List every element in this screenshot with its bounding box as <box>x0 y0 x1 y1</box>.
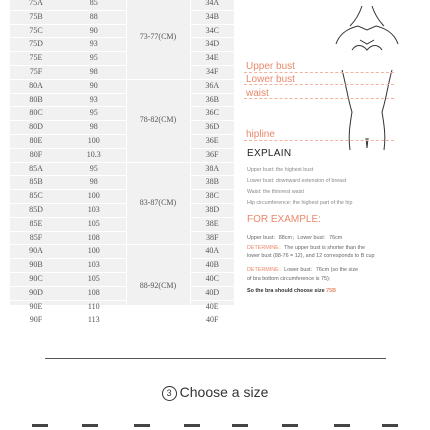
determine-1a: The upper bust is shorter than the <box>284 245 366 251</box>
conclusion-size: 75B <box>326 288 336 294</box>
cell-upper-bust: 103 <box>62 203 126 217</box>
explain-key: Hip circumference <box>247 200 290 206</box>
cell-upper-bust: 105 <box>62 272 126 286</box>
explain-key: Waist <box>247 189 261 195</box>
hipline-line <box>244 140 394 141</box>
table-row <box>10 217 234 231</box>
table-row <box>10 190 234 204</box>
table-row <box>10 65 234 79</box>
cell-eu-size: 34D <box>190 38 234 52</box>
table-row <box>10 259 234 273</box>
size-option-item[interactable] <box>32 424 48 430</box>
cell-size: 75C <box>10 24 62 38</box>
cell-lower-bust-range: 78-82(CM) <box>126 79 190 162</box>
cell-lower-bust-range: 88-92(CM) <box>126 245 190 328</box>
choose-size-heading <box>0 384 430 401</box>
table-row <box>10 272 234 286</box>
cell-size: 80D <box>10 121 62 135</box>
cell-size: 75B <box>10 10 62 24</box>
section-divider <box>45 358 386 359</box>
table-row <box>10 52 234 66</box>
table-row <box>10 24 234 38</box>
table-row <box>10 134 234 148</box>
cell-size: 90C <box>10 272 62 286</box>
cell-upper-bust: 85 <box>62 0 126 10</box>
cell-eu-size: 34F <box>190 65 234 79</box>
choose-size-text: Choose a size <box>179 384 269 400</box>
conclusion-prefix: So the bra should choose size <box>247 288 327 294</box>
explain-text: : the highest part of the hip <box>289 200 353 206</box>
explain-key: Upper bust <box>247 167 273 173</box>
waist-label: waist <box>246 88 269 99</box>
size-option-item[interactable] <box>232 424 248 430</box>
cell-upper-bust: 95 <box>62 162 126 176</box>
cell-size: 85A <box>10 162 62 176</box>
table-row <box>10 203 234 217</box>
lower-bust-label: Lower bust <box>246 74 295 85</box>
table-row <box>10 176 234 190</box>
cell-eu-size: 40D <box>190 286 234 300</box>
cell-size: 85C <box>10 190 62 204</box>
cell-upper-bust: 100 <box>62 190 126 204</box>
cell-eu-size: 34E <box>190 52 234 66</box>
cell-eu-size: 40E <box>190 300 234 314</box>
cell-lower-bust-range: 73-77(CM) <box>126 0 190 79</box>
cell-eu-size: 34B <box>190 10 234 24</box>
cell-eu-size: 36B <box>190 93 234 107</box>
example-determine-1b: lower bust (88-76 = 12), and 12 corresponds to B cup <box>247 253 375 259</box>
cell-size: 80C <box>10 107 62 121</box>
explain-text: : the highest bust <box>272 167 314 173</box>
cell-size: 80F <box>10 148 62 162</box>
cell-upper-bust: 108 <box>62 231 126 245</box>
cell-eu-size: 38B <box>190 176 234 190</box>
cell-eu-size: 34C <box>190 24 234 38</box>
cell-size: 90D <box>10 286 62 300</box>
upper-bust-label: Upper bust <box>246 61 295 72</box>
explain-line <box>247 200 352 206</box>
determine-2a: Lower bust：76cm (so the size <box>284 267 359 273</box>
explain-text: : the thinnest waist <box>260 189 304 195</box>
cell-size: 80B <box>10 93 62 107</box>
cell-upper-bust: 93 <box>62 38 126 52</box>
cell-size: 85E <box>10 217 62 231</box>
cell-upper-bust: 110 <box>62 300 126 314</box>
cell-eu-size: 36F <box>190 148 234 162</box>
cell-size: 90B <box>10 259 62 273</box>
cell-size: 90F <box>10 314 62 328</box>
cell-eu-size: 38D <box>190 203 234 217</box>
cell-upper-bust: 98 <box>62 176 126 190</box>
cell-upper-bust: 105 <box>62 217 126 231</box>
size-option-strip <box>0 424 430 430</box>
cell-eu-size: 40B <box>190 259 234 273</box>
explain-line <box>247 189 304 195</box>
cell-upper-bust: 98 <box>62 121 126 135</box>
cell-eu-size: 36E <box>190 134 234 148</box>
table-row <box>10 245 234 259</box>
size-option-item[interactable] <box>382 424 398 430</box>
example-determine-1 <box>247 243 365 251</box>
cell-upper-bust: 113 <box>62 314 126 328</box>
cell-eu-size: 40A <box>190 245 234 259</box>
explain-title: EXPLAIN <box>247 148 292 159</box>
table-row <box>10 148 234 162</box>
cell-size: 75A <box>10 0 62 10</box>
cell-lower-bust-range: 83-87(CM) <box>126 162 190 245</box>
table-row <box>10 107 234 121</box>
cell-eu-size: 34A <box>190 0 234 10</box>
cell-eu-size: 38A <box>190 162 234 176</box>
cell-upper-bust: 100 <box>62 134 126 148</box>
cell-upper-bust: 10.3 <box>62 148 126 162</box>
cell-size: 75F <box>10 65 62 79</box>
cell-upper-bust: 93 <box>62 93 126 107</box>
cell-upper-bust: 108 <box>62 286 126 300</box>
cell-upper-bust: 100 <box>62 245 126 259</box>
cell-size: 80E <box>10 134 62 148</box>
cell-upper-bust: 95 <box>62 107 126 121</box>
cell-upper-bust: 88 <box>62 10 126 24</box>
size-option-item[interactable] <box>334 424 350 430</box>
cell-size: 90E <box>10 300 62 314</box>
size-option-item[interactable] <box>184 424 200 430</box>
table-row <box>10 162 234 176</box>
size-table-body <box>10 0 234 328</box>
cell-eu-size: 36A <box>190 79 234 93</box>
cell-size: 80A <box>10 79 62 93</box>
cell-size: 75D <box>10 38 62 52</box>
explain-text: : downward extension of breast <box>272 178 347 184</box>
table-row <box>10 121 234 135</box>
cell-upper-bust: 103 <box>62 259 126 273</box>
determine-label-2: DETERMINE： <box>247 267 285 273</box>
table-row <box>10 0 234 10</box>
explain-key: Lower bust <box>247 178 273 184</box>
cell-eu-size: 36D <box>190 121 234 135</box>
hipline-label: hipline <box>246 129 275 140</box>
cell-size: 85D <box>10 203 62 217</box>
step-number-icon: 3 <box>162 386 177 401</box>
cell-size: 90A <box>10 245 62 259</box>
table-row <box>10 79 234 93</box>
example-measurements: Upper bust：88cm；Lower bust：76cm <box>247 235 343 241</box>
example-conclusion <box>247 288 336 294</box>
body-figure-icon <box>322 0 412 180</box>
example-determine-2b: of bra bottom circumference is 75); <box>247 276 331 282</box>
cell-eu-size: 40F <box>190 314 234 328</box>
cell-size: 75E <box>10 52 62 66</box>
table-row <box>10 38 234 52</box>
cell-eu-size: 38C <box>190 190 234 204</box>
determine-label: DETERMINE： <box>247 245 285 251</box>
explain-line <box>247 167 313 173</box>
cell-eu-size: 38F <box>190 231 234 245</box>
table-row <box>10 286 234 300</box>
cell-upper-bust: 95 <box>62 52 126 66</box>
size-option-item[interactable] <box>282 424 298 430</box>
cell-size: 85B <box>10 176 62 190</box>
example-title: FOR EXAMPLE: <box>247 214 321 225</box>
table-row <box>10 231 234 245</box>
cell-eu-size: 36C <box>190 107 234 121</box>
table-row <box>10 10 234 24</box>
size-option-item[interactable] <box>82 424 98 430</box>
example-determine-2 <box>247 265 358 273</box>
table-row <box>10 93 234 107</box>
table-row <box>10 314 234 328</box>
size-option-item[interactable] <box>134 424 150 430</box>
explain-line <box>247 178 346 184</box>
size-table <box>10 0 234 328</box>
cell-eu-size: 38E <box>190 217 234 231</box>
cell-upper-bust: 90 <box>62 79 126 93</box>
cell-eu-size: 40C <box>190 272 234 286</box>
cell-upper-bust: 90 <box>62 24 126 38</box>
upper-bust-line <box>244 72 394 73</box>
cell-size: 85F <box>10 231 62 245</box>
table-row <box>10 300 234 314</box>
cell-upper-bust: 98 <box>62 65 126 79</box>
